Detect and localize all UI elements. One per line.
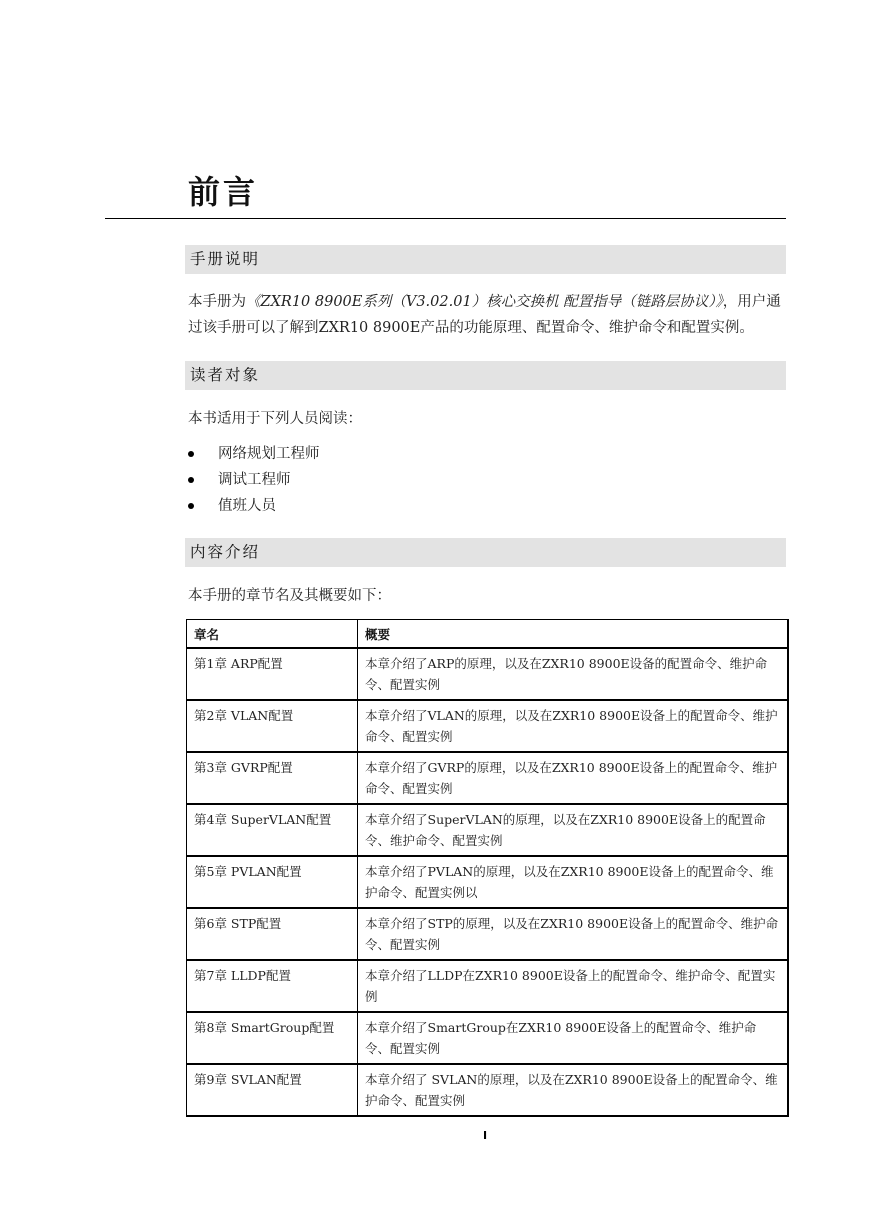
table-row xyxy=(187,648,788,700)
table-row xyxy=(187,752,788,804)
chapter-table xyxy=(186,619,789,1117)
table-row xyxy=(187,856,788,908)
page-number: I xyxy=(482,1129,488,1142)
table-row xyxy=(187,700,788,752)
manual-text-suffix: ，用户通过该手册可以了解到ZXR10 8900E产品的功能原理、配置命令、维护命令和配置实例。 xyxy=(188,294,781,336)
chapter-summary-cell: 本章介绍了VLAN的原理，以及在ZXR10 8900E设备上的配置命令、维护命令、配置实例 xyxy=(358,700,788,752)
chapter-name-cell: 第1章 ARP配置 xyxy=(187,648,358,700)
chapter-summary-cell: 本章介绍了STP的原理，以及在ZXR10 8900E设备上的配置命令、维护命令、配置实例 xyxy=(358,908,788,960)
manual-book-title: 《ZXR10 8900E系列（V3.02.01）核心交换机 配置指导（链路层协议）》 xyxy=(246,294,723,310)
chapter-summary-cell: 本章介绍了ARP的原理，以及在ZXR10 8900E设备的配置命令、维护命令、配置实例 xyxy=(358,648,788,700)
audience-intro: 本书适用于下列人员阅读： xyxy=(188,411,362,427)
chapter-name-cell: 第2章 VLAN配置 xyxy=(187,700,358,752)
chapter-name-cell: 第8章 SmartGroup配置 xyxy=(187,1012,358,1064)
section-heading-audience: 读者对象 xyxy=(185,361,786,390)
table-row xyxy=(187,960,788,1012)
chapter-summary-cell: 本章介绍了SmartGroup在ZXR10 8900E设备上的配置命令、维护命令、配置实例 xyxy=(358,1012,788,1064)
audience-list xyxy=(188,441,320,519)
chapter-summary-cell: 本章介绍了SuperVLAN的原理，以及在ZXR10 8900E设备上的配置命令、维护命令、配置实例 xyxy=(358,804,788,856)
column-header-summary: 概要 xyxy=(358,620,788,649)
chapter-name-cell: 第3章 GVRP配置 xyxy=(187,752,358,804)
table-row xyxy=(187,1064,788,1116)
audience-item: 调试工程师 xyxy=(188,467,320,493)
chapter-summary-cell: 本章介绍了PVLAN的原理，以及在ZXR10 8900E设备上的配置命令、维护命令、配置实例以 xyxy=(358,856,788,908)
audience-item: 网络规划工程师 xyxy=(188,441,320,467)
chapter-summary-cell: 本章介绍了LLDP在ZXR10 8900E设备上的配置命令、维护命令、配置实例 xyxy=(358,960,788,1012)
table-row xyxy=(187,908,788,960)
manual-description xyxy=(188,289,788,341)
table-row xyxy=(187,1012,788,1064)
audience-item: 值班人员 xyxy=(188,493,320,519)
chapter-summary-cell: 本章介绍了GVRP的原理，以及在ZXR10 8900E设备上的配置命令、维护命令、配置实例 xyxy=(358,752,788,804)
title-divider xyxy=(105,218,786,219)
page-title: 前言 xyxy=(188,173,259,211)
chapter-summary-cell: 本章介绍了 SVLAN的原理，以及在ZXR10 8900E设备上的配置命令、维护命令、配置实例 xyxy=(358,1064,788,1116)
chapter-name-cell: 第6章 STP配置 xyxy=(187,908,358,960)
manual-text-prefix: 本手册为 xyxy=(188,294,246,310)
table-row xyxy=(187,804,788,856)
chapter-name-cell: 第5章 PVLAN配置 xyxy=(187,856,358,908)
chapter-name-cell: 第7章 LLDP配置 xyxy=(187,960,358,1012)
section-heading-contents: 内容介绍 xyxy=(185,538,786,567)
table-header-row xyxy=(187,620,788,649)
chapter-name-cell: 第4章 SuperVLAN配置 xyxy=(187,804,358,856)
section-heading-manual: 手册说明 xyxy=(185,245,786,274)
column-header-chapter: 章名 xyxy=(187,620,358,649)
chapter-name-cell: 第9章 SVLAN配置 xyxy=(187,1064,358,1116)
contents-intro: 本手册的章节名及其概要如下： xyxy=(188,588,391,604)
